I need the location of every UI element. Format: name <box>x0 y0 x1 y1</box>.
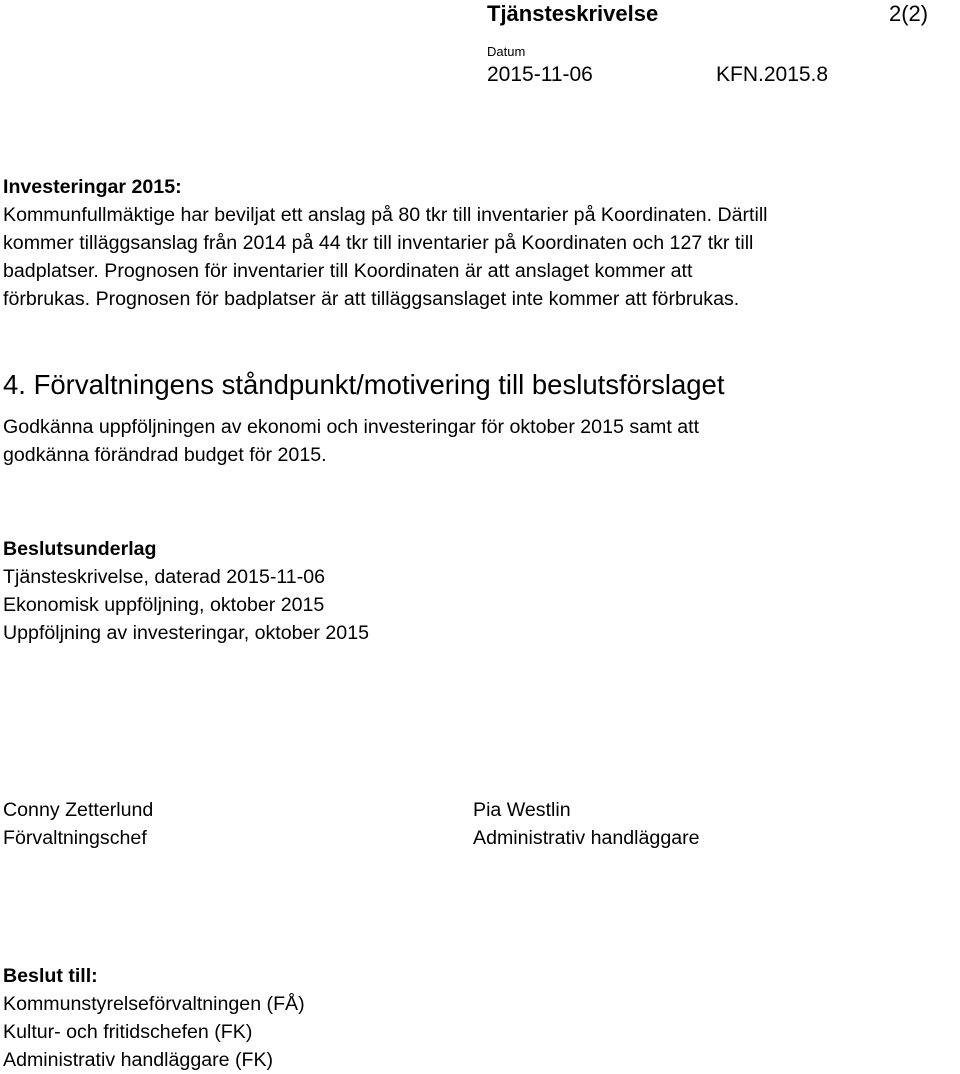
basis-heading: Beslutsunderlag <box>3 538 157 560</box>
signatory-title: Administrativ handläggare <box>473 827 700 849</box>
document-type: Tjänsteskrivelse <box>487 1 659 26</box>
page-number: 2(2) <box>889 1 929 26</box>
decision-section <box>3 962 305 1074</box>
investments-line: Kommunfullmäktige har beviljat ett anslag på 80 tkr till inventarier på Koordinaten. Därtill <box>3 204 768 226</box>
document-reference: KFN.2015.8 <box>716 63 829 86</box>
date-label: Datum <box>487 44 526 59</box>
section-4-line: Godkänna uppföljningen av ekonomi och investeringar för oktober 2015 samt att <box>3 416 700 438</box>
investments-line: kommer tilläggsanslag från 2014 på 44 tkr till inventarier på Koordinaten och 127 tkr till <box>3 232 754 254</box>
decision-recipient: Kultur- och fritidschefen (FK) <box>3 1021 253 1043</box>
decision-recipient: Kommunstyrelseförvaltningen (FÅ) <box>3 993 305 1015</box>
signatory-name: Conny Zetterlund <box>3 799 154 821</box>
signature-right <box>473 796 700 852</box>
investments-line: förbrukas. Prognosen för badplatser är att tilläggsanslaget inte kommer att förbrukas. <box>3 288 740 310</box>
section-4-body <box>3 413 699 469</box>
section-4-heading: 4. Förvaltningens ståndpunkt/motivering till beslutsförslaget <box>3 369 725 400</box>
basis-item: Ekonomisk uppföljning, oktober 2015 <box>3 594 325 616</box>
investments-heading: Investeringar 2015: <box>3 176 182 198</box>
investments-line: badplatser. Prognosen för inventarier till Koordinaten är att anslaget kommer att <box>3 260 693 282</box>
document-date: 2015-11-06 <box>487 63 593 86</box>
investments-section <box>3 173 768 313</box>
signature-left <box>3 796 153 852</box>
basis-section <box>3 535 369 647</box>
signatory-name: Pia Westlin <box>473 799 571 821</box>
basis-item: Uppföljning av investeringar, oktober 2015 <box>3 622 369 644</box>
basis-item: Tjänsteskrivelse, daterad 2015-11-06 <box>3 566 326 588</box>
signatory-title: Förvaltningschef <box>3 827 147 849</box>
decision-recipient: Administrativ handläggare (FK) <box>3 1049 274 1071</box>
section-4-line: godkänna förändrad budget för 2015. <box>3 444 327 466</box>
decision-heading: Beslut till: <box>3 965 98 987</box>
